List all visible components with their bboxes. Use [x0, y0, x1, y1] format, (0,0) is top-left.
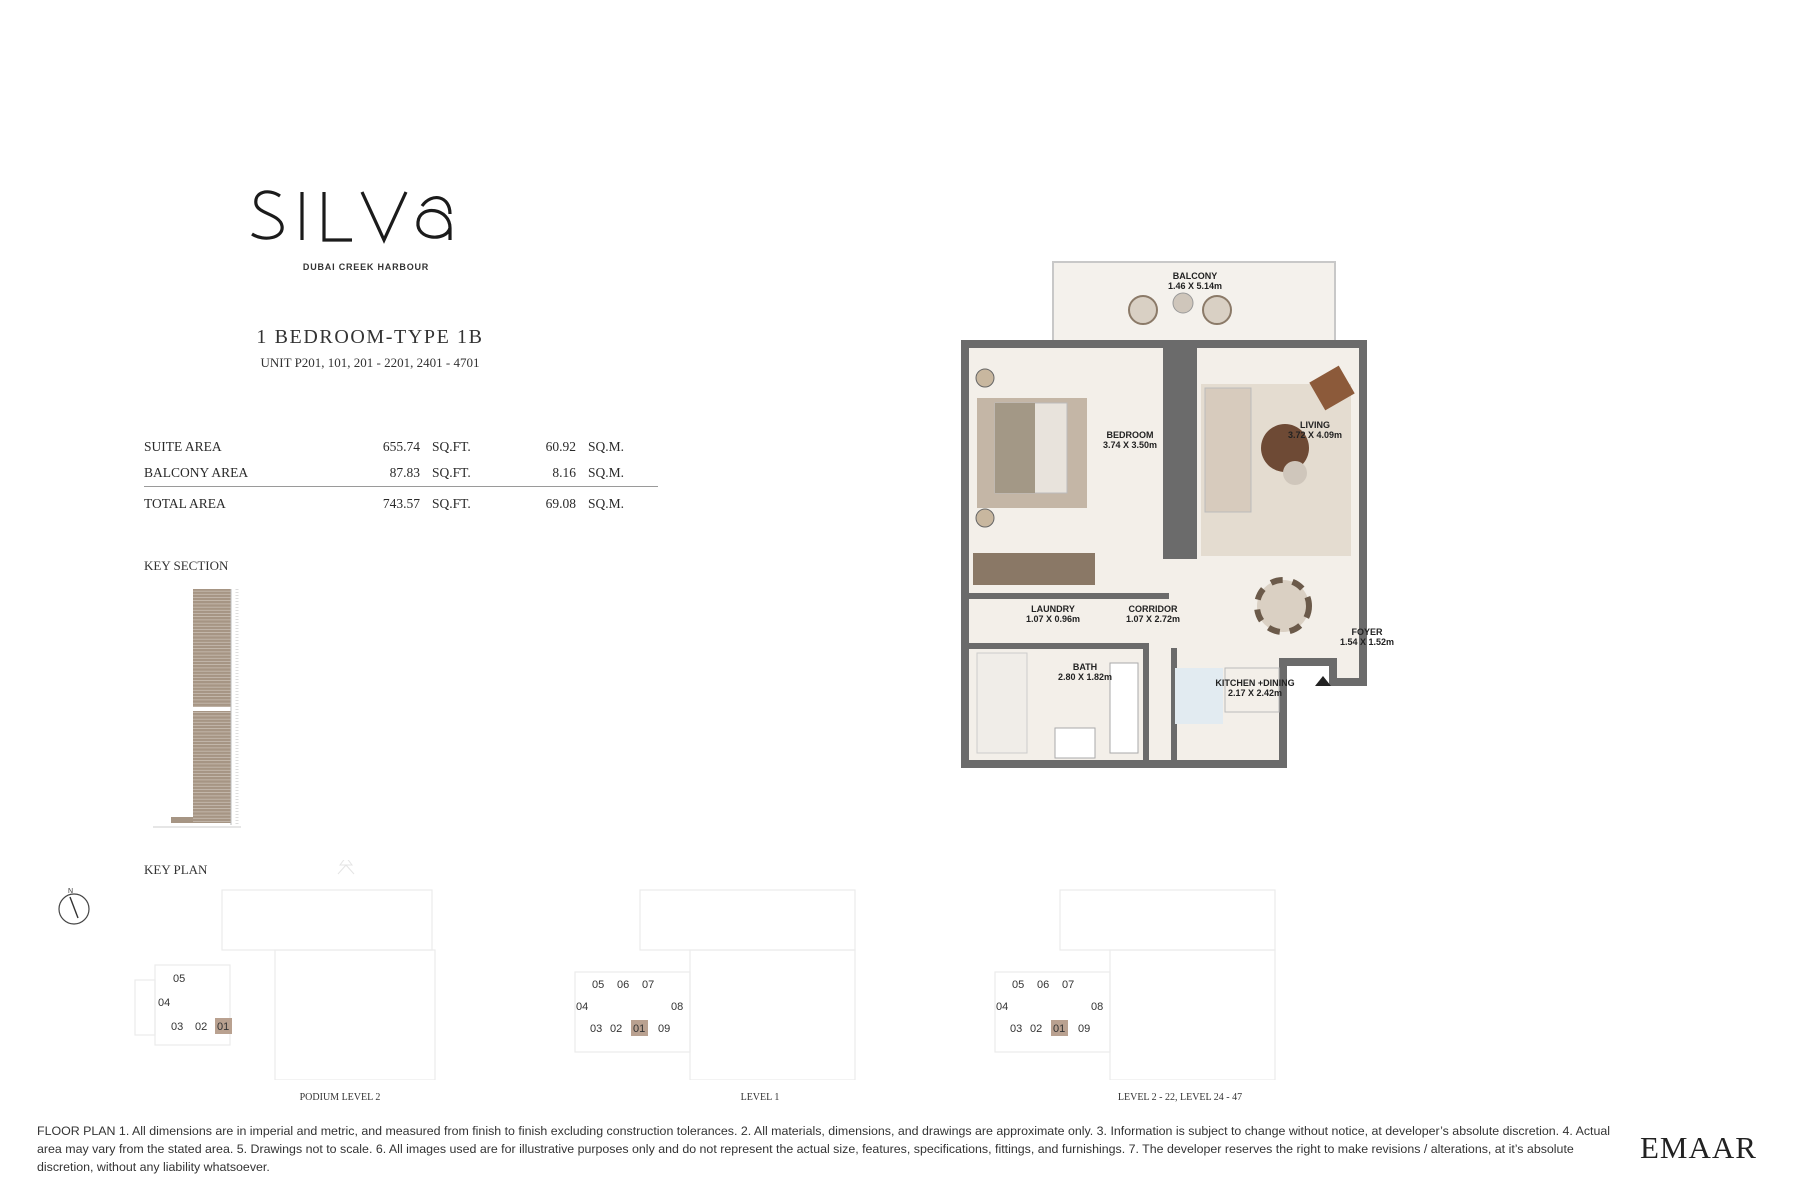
unit-label: 08: [671, 1001, 684, 1013]
unit-label: 01: [1053, 1023, 1066, 1035]
key-plan-level-2-47: [955, 860, 1325, 1080]
bath-dims: 2.80 X 1.82m: [1057, 672, 1113, 682]
logo-subtitle: DUBAI CREEK HARBOUR: [302, 262, 430, 272]
unit-label: 02: [610, 1023, 623, 1035]
table-row: [144, 460, 658, 487]
bedroom-dims: 3.74 X 3.50m: [1102, 440, 1158, 450]
area-sqm: 8.16: [552, 465, 576, 480]
unit-label: 05: [592, 979, 605, 991]
kitchen-label: KITCHEN +DINING: [1215, 678, 1295, 688]
table-row-total: [144, 487, 658, 518]
unit-label: 03: [1010, 1023, 1023, 1035]
unit-label: 03: [590, 1023, 603, 1035]
unit-subtitle: UNIT P201, 101, 201 - 2201, 2401 - 4701: [260, 355, 480, 370]
disclaimer-notes: FLOOR PLAN 1. All dimensions are in imperial and metric, and measured from finish to finish excluding construction tolerances. 2. All materials, dimensions, and drawings are approximate only. 3. Information is subject to change without notice, at developer’s absolute discretion. 4. Actual area may vary from the stated area. 5. Drawings not to scale. 6. All images used are for illustrative purposes only and do not represent the actual size, features, specifications, fittings, and furnishings. 7. The developer reserves the right to make revisions / alterations, at it’s absolute discretion, without any liability whatsoever.: [37, 1124, 1611, 1174]
unit-label: 09: [658, 1023, 671, 1035]
key-section-label: KEY SECTION: [144, 558, 229, 573]
unit-label: 02: [195, 1021, 208, 1033]
area-sqm: 60.92: [545, 439, 576, 454]
area-label: BALCONY AREA: [144, 465, 249, 480]
living-label: LIVING: [1299, 420, 1331, 430]
area-sqm: 69.08: [502, 487, 588, 518]
corridor-label: CORRIDOR: [1128, 604, 1178, 614]
unit-label: 06: [617, 979, 630, 991]
unit-label: 01: [633, 1023, 646, 1035]
area-sqm-unit: SQ.M.: [588, 439, 625, 454]
compass-icon: [55, 885, 95, 925]
laundry-dims: 1.07 X 0.96m: [1025, 614, 1081, 624]
unit-label: 04: [996, 1001, 1009, 1013]
silva-logo: [250, 178, 480, 258]
area-sqft-unit: SQ.FT.: [432, 439, 471, 454]
unit-label: 07: [1062, 979, 1075, 991]
area-sqft-unit: SQ.FT.: [432, 465, 471, 480]
unit-label: 04: [576, 1001, 589, 1013]
key-plan-label: KEY PLAN: [144, 862, 208, 877]
unit-label: 04: [158, 997, 171, 1009]
unit-label: 02: [1030, 1023, 1043, 1035]
area-sqm-unit: SQ.M.: [588, 465, 625, 480]
key-plan-podium: [115, 860, 485, 1080]
foyer-dims: 1.54 X 1.52m: [1339, 637, 1395, 647]
unit-label-highlight: 01: [217, 1021, 230, 1033]
table-row: [144, 434, 658, 460]
area-sqft: 655.74: [382, 439, 420, 454]
key-plan-label-level-2-47: LEVEL 2 - 22, LEVEL 24 - 47: [1117, 1092, 1243, 1103]
area-table: [144, 434, 658, 517]
compass-letter: N: [68, 888, 74, 895]
key-section-diagram: [145, 585, 245, 835]
bath-label: BATH: [1072, 662, 1098, 672]
bedroom-label: BEDROOM: [1106, 430, 1154, 440]
foyer-label: FOYER: [1351, 627, 1383, 637]
corridor-dims: 1.07 X 2.72m: [1125, 614, 1181, 624]
unit-label: 03: [171, 1021, 184, 1033]
balcony-label: BALCONY: [1172, 271, 1218, 281]
area-sqft: 87.83: [389, 465, 420, 480]
laundry-label: LAUNDRY: [1031, 604, 1075, 614]
unit-label: 07: [642, 979, 655, 991]
key-plan-level-1: [535, 860, 905, 1080]
area-sqm-unit: SQ.M.: [588, 487, 658, 518]
unit-title: 1 BEDROOM-TYPE 1B: [256, 326, 484, 348]
area-sqft: 743.57: [320, 487, 432, 518]
unit-label: 06: [1037, 979, 1050, 991]
emaar-logo: EMAAR: [1640, 1130, 1757, 1165]
unit-label: 08: [1091, 1001, 1104, 1013]
unit-label: 05: [173, 973, 186, 985]
unit-label: 09: [1078, 1023, 1091, 1035]
area-label: SUITE AREA: [144, 439, 222, 454]
key-plan-label-podium: PODIUM LEVEL 2: [299, 1092, 381, 1103]
kitchen-dims: 2.17 X 2.42m: [1227, 688, 1283, 698]
area-sqft-unit: SQ.FT.: [432, 487, 502, 518]
key-plan-label-level-1: LEVEL 1: [740, 1092, 780, 1103]
living-dims: 3.72 X 4.09m: [1287, 430, 1343, 440]
unit-label: 05: [1012, 979, 1025, 991]
floor-plan: [955, 258, 1435, 768]
balcony-dims: 1.46 X 5.14m: [1167, 281, 1223, 291]
area-label: TOTAL AREA: [144, 487, 320, 518]
